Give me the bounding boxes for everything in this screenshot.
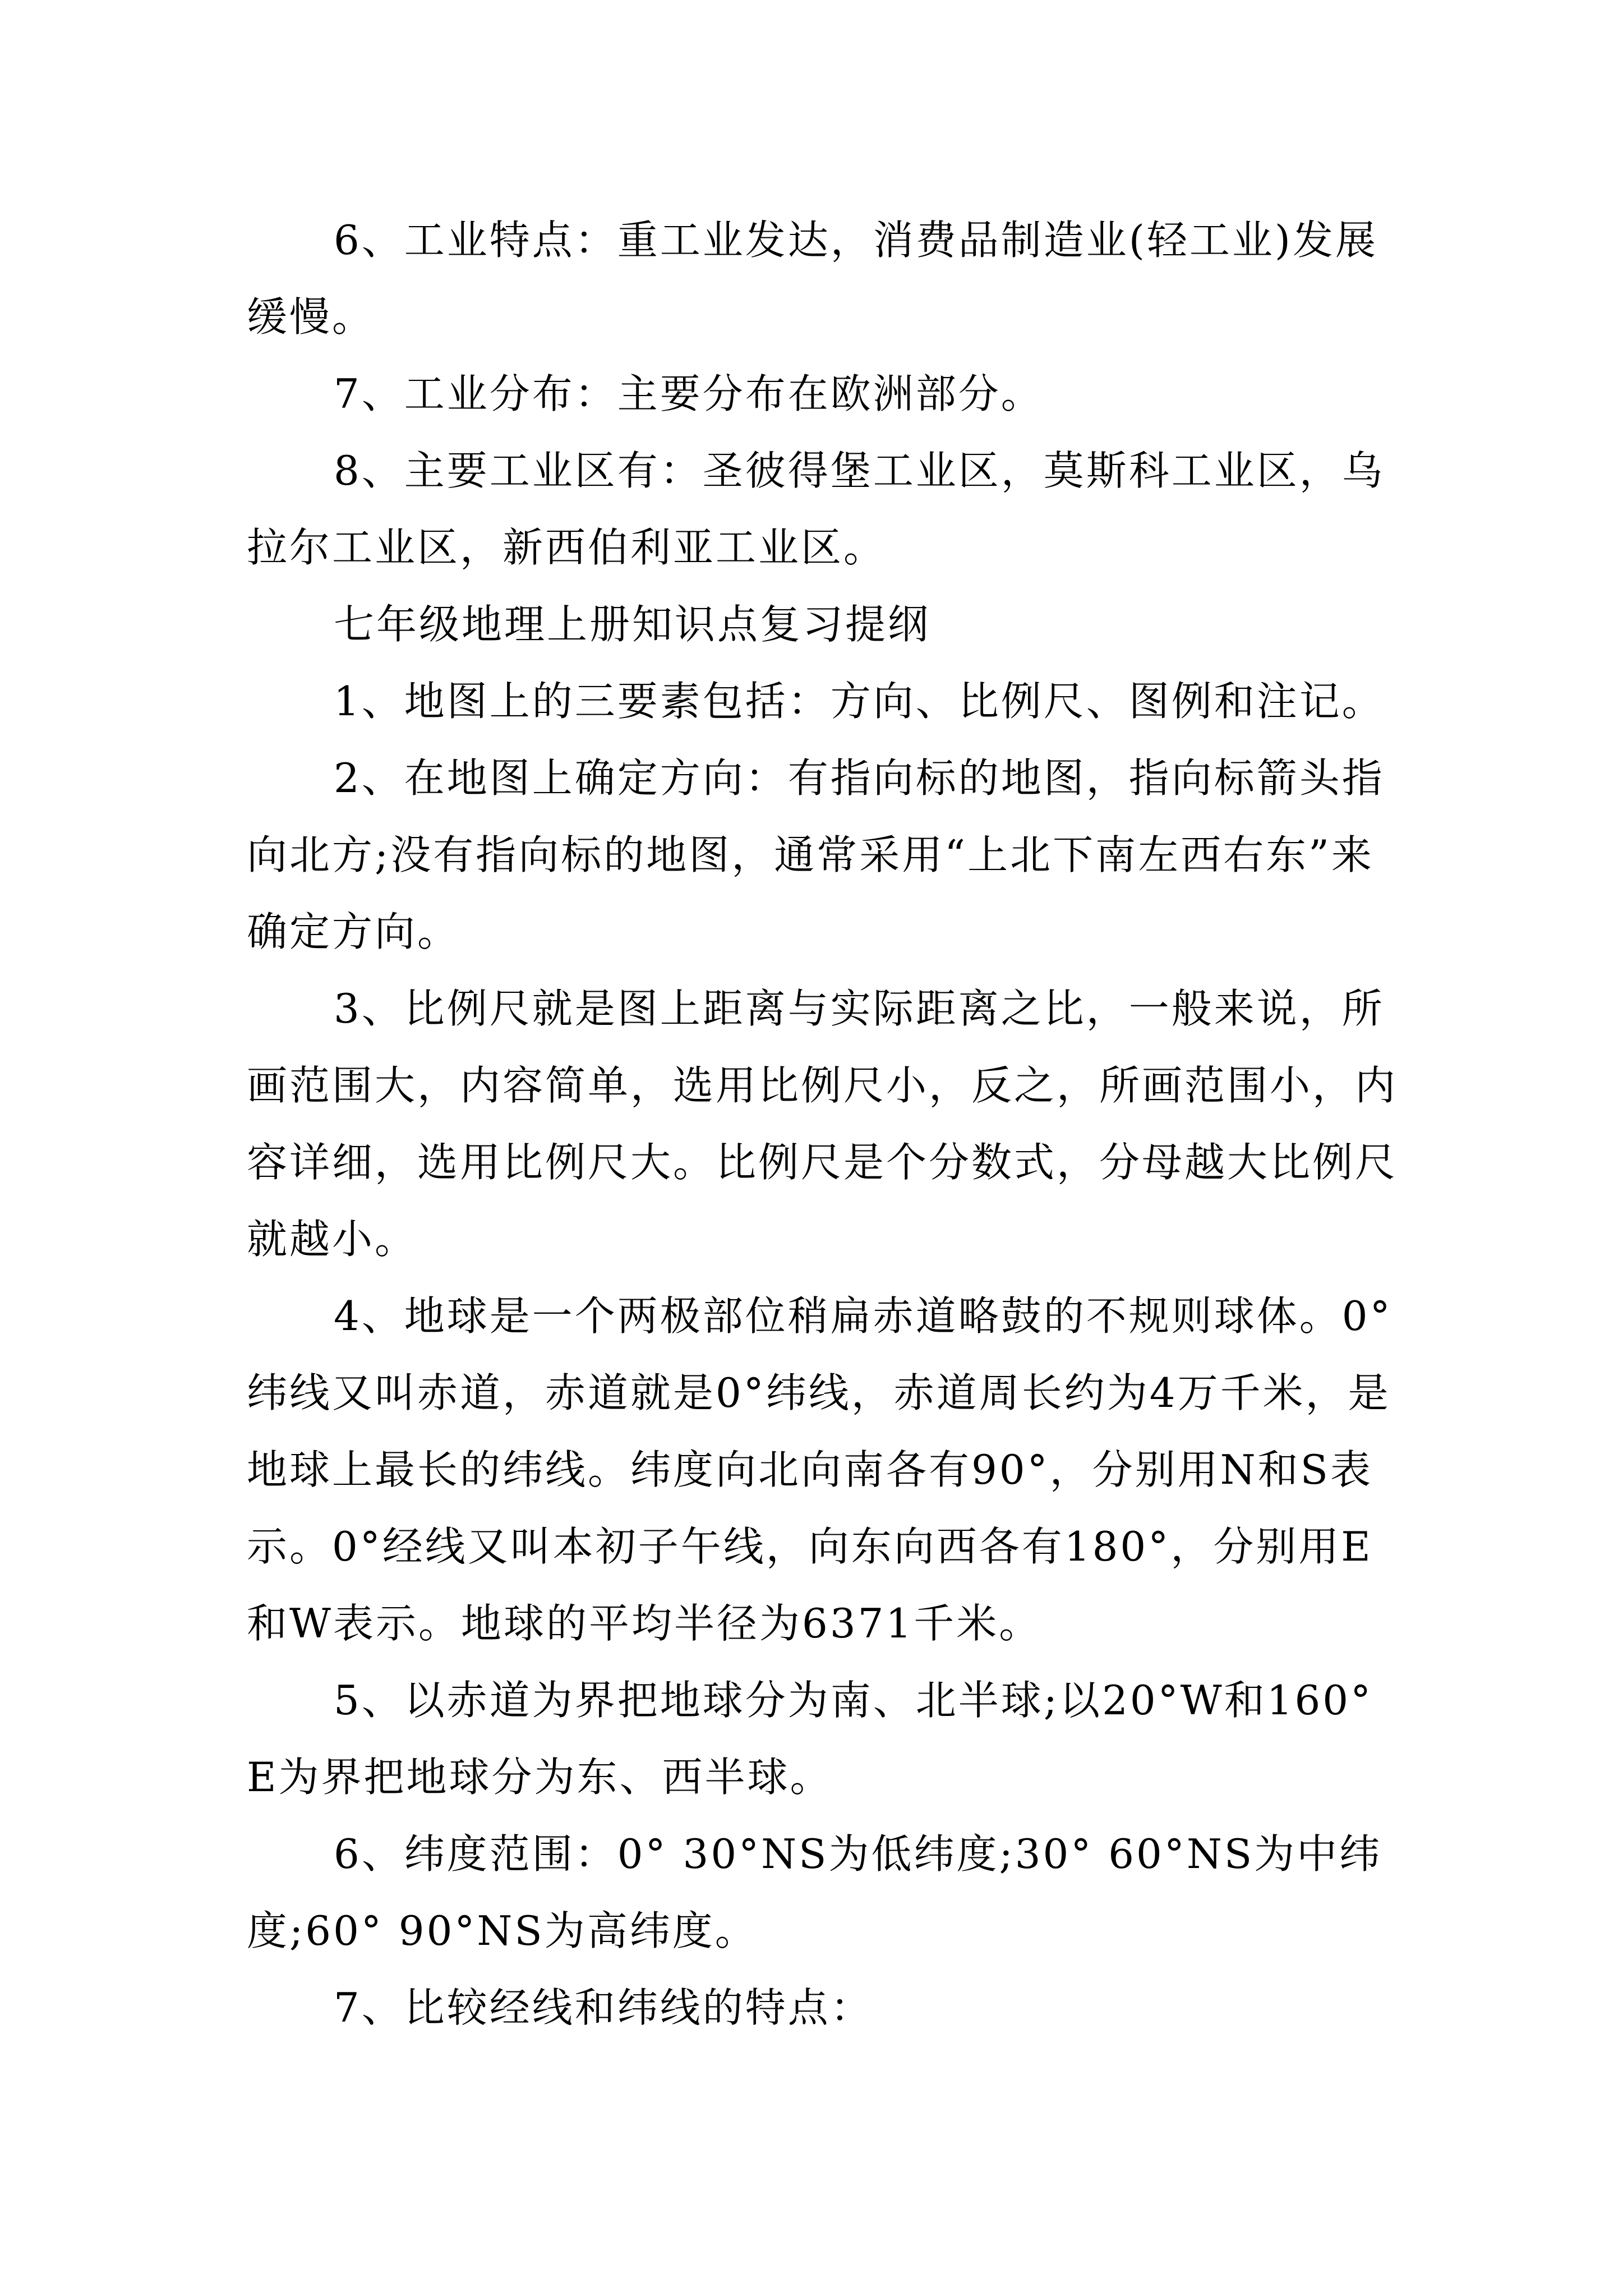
paragraph-industrial-regions: 8、主要工业区有：圣彼得堡工业区，莫斯科工业区，乌拉尔工业区，新西伯利亚工业区。 xyxy=(247,447,1385,571)
paragraph-industry-distribution: 7、工业分布：主要分布在欧洲部分。 xyxy=(334,370,1044,417)
paragraph-hemispheres: 5、以赤道为界把地球分为南、北半球;以20°W和160°E为界把地球分为东、西半球。 xyxy=(247,1677,1373,1801)
document-page xyxy=(247,202,1402,2046)
paragraph-map-direction: 2、在地图上确定方向：有指向标的地图，指向标箭头指向北方;没有指向标的地图，通常采用“上北下南左西右东”来确定方向。 xyxy=(247,754,1385,955)
paragraph-scale: 3、比例尺就是图上距离与实际距离之比，一般来说，所画范围大，内容简单，选用比例尺小，反之，所画范围小，内容详细，选用比例尺大。比例尺是个分数式，分母越大比例尺就越小。 xyxy=(247,985,1398,1263)
paragraph-earth-shape: 4、地球是一个两极部位稍扁赤道略鼓的不规则球体。0°纬线又叫赤道，赤道就是0°纬线，赤道周长约为4万千米，是地球上最长的纬线。纬度向北向南各有90°，分别用N和S表示。0°经线又叫本初子午线，向东向西各有180°，分别用E和W表示。地球的平均半径为6371千米。 xyxy=(247,1292,1393,1647)
paragraph-meridian-parallel: 7、比较经线和纬线的特点： xyxy=(334,1984,873,2031)
paragraph-map-elements: 1、地图上的三要素包括：方向、比例尺、图例和注记。 xyxy=(334,678,1385,725)
paragraph-latitude-ranges: 6、纬度范围：0° 30°NS为低纬度;30° 60°NS为中纬度;60° 90°NS为高纬度。 xyxy=(247,1830,1382,1954)
paragraph-industry-features: 6、工业特点：重工业发达，消费品制造业(轻工业)发展缓慢。 xyxy=(247,217,1378,341)
section-heading: 七年级地理上册知识点复习提纲 xyxy=(334,601,931,648)
